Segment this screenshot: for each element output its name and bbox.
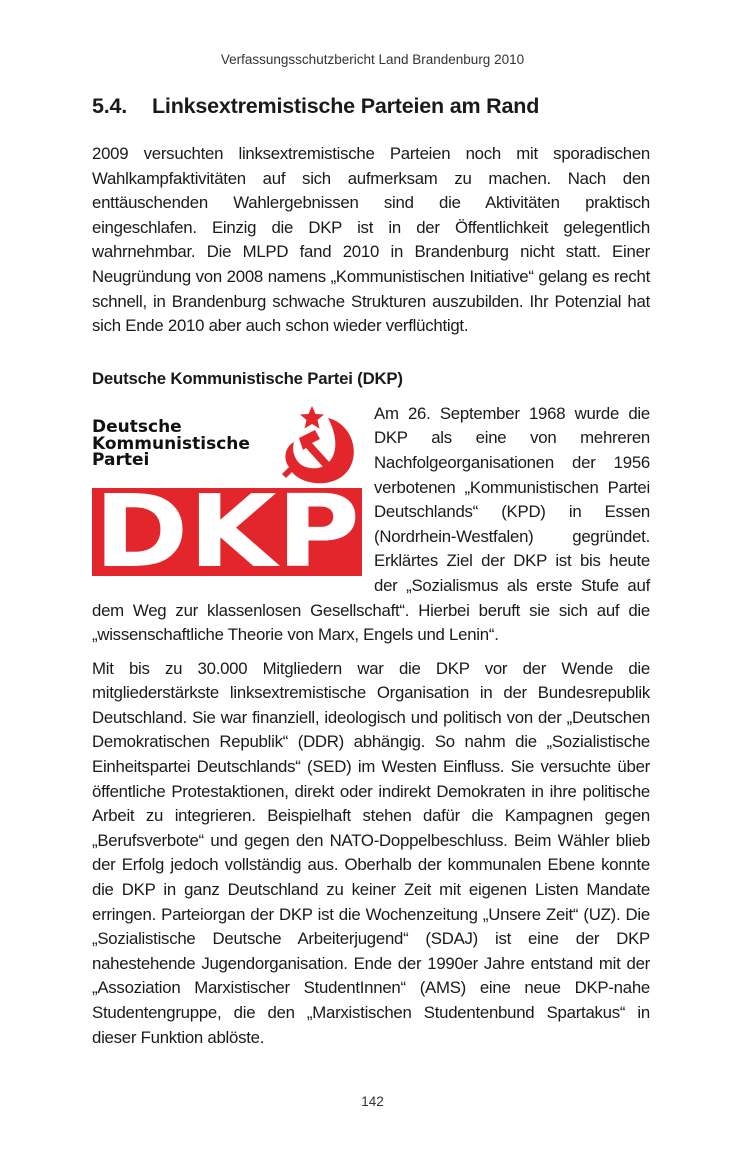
section-heading [92,92,650,120]
running-head: Verfassungsschutzbericht Land Brandenburg 2010 [220,52,525,67]
dkp-intro-block [92,402,650,648]
dkp-paragraph-2: Mit bis zu 30.000 Mitgliedern war die DKP vor der Wende die mitgliederstärkste linksextremistische Organisation in der Bundesrepublik Deutschland. Sie war finanziell, ideologisch und politisch von der „Deutschen Demokratischen Republik“ (DDR) abhängig. So nahm die „Sozialistische Einheitspartei Deutschlands“ (SED) im Westen Einfluss. Sie versuchte über öffentliche Protestaktionen, direkt oder indirekt Demokraten in ihre politische Arbeit zu integrieren. Beispielhaft stehen dafür die Kampagnen gegen „Berufsverbote“ und gegen den NATO-Doppelbeschluss. Beim Wähler blieb der Erfolg jedoch vollständig aus. Oberhalb der kommunalen Ebene konnte die DKP in ganz Deutschland zu keiner Zeit mit eigenen Listen Mandate erringen. Parteiorgan der DKP ist die Wochenzeitung „Unsere Zeit“ (UZ). Die „Sozialistische Deutsche Arbeiterjugend“ (SDAJ) ist eine der DKP nahestehende Jugendorganisation. Ende der 1990er Jahre entstand mit der „Assoziation Marxistischer StudentInnen“ (AMS) eine neue DKP-nahe Studentengruppe, die den „Marxistischen Studentenbund Spartakus“ in dieser Funktion ablöste. [92,658,650,1047]
star-icon [300,406,324,429]
section-number: 5.4. [92,94,128,118]
page-content [92,92,650,1050]
page-number: 142 [361,1094,384,1109]
intro-paragraph: 2009 versuchten linksextremistische Parteien noch mit sporadischen Wahlkampfaktivitäten auf sich aufmerksam zu machen. Nach den enttäuschenden Wahlergebnissen sind die Aktivitäten praktisch eingeschlafen. Einzig die DKP ist in der Öffentlichkeit gelegentlich wahrnehmbar. Die MLPD fand 2010 in Brandenburg nicht statt. Einer Neugründung von 2008 namens „Kommunistischen Initiative“ gelang es recht schnell, in Brandenburg schwache Strukturen auszubilden. Ihr Potenzial hat sich Ende 2010 aber auch schon wieder verflüchtigt. [92,144,650,336]
subsection-title: Deutsche Kommunistische Partei (DKP) [92,368,403,388]
logo-text-line2: Kommunistische [92,433,250,454]
logo-text-line3: Partei [92,449,150,470]
dkp-paragraph-1: Am 26. September 1968 wurde die DKP als eine von mehreren Nachfolgeorganisationen der 1956 verbotenen „Kommunistischen Partei Deutschlands“ (KPD) in Essen (Nordrhein-Westfalen) gegründet. Erklärtes Ziel der DKP ist bis heute der „Sozialismus als erste Stufe auf dem Weg zur klassenlosen Gesellschaft“. Hierbei beruft sie sich auf die „wissenschaftliche Theorie von Marx, Engels und Lenin“. [92,403,650,645]
dkp-logo [92,404,362,576]
logo-big-letters: DKP [94,472,360,576]
logo-text-line1: Deutsche [92,416,182,437]
hammer-sickle-icon [282,406,354,483]
section-title: Linksextremistische Parteien am Rand [152,94,540,118]
